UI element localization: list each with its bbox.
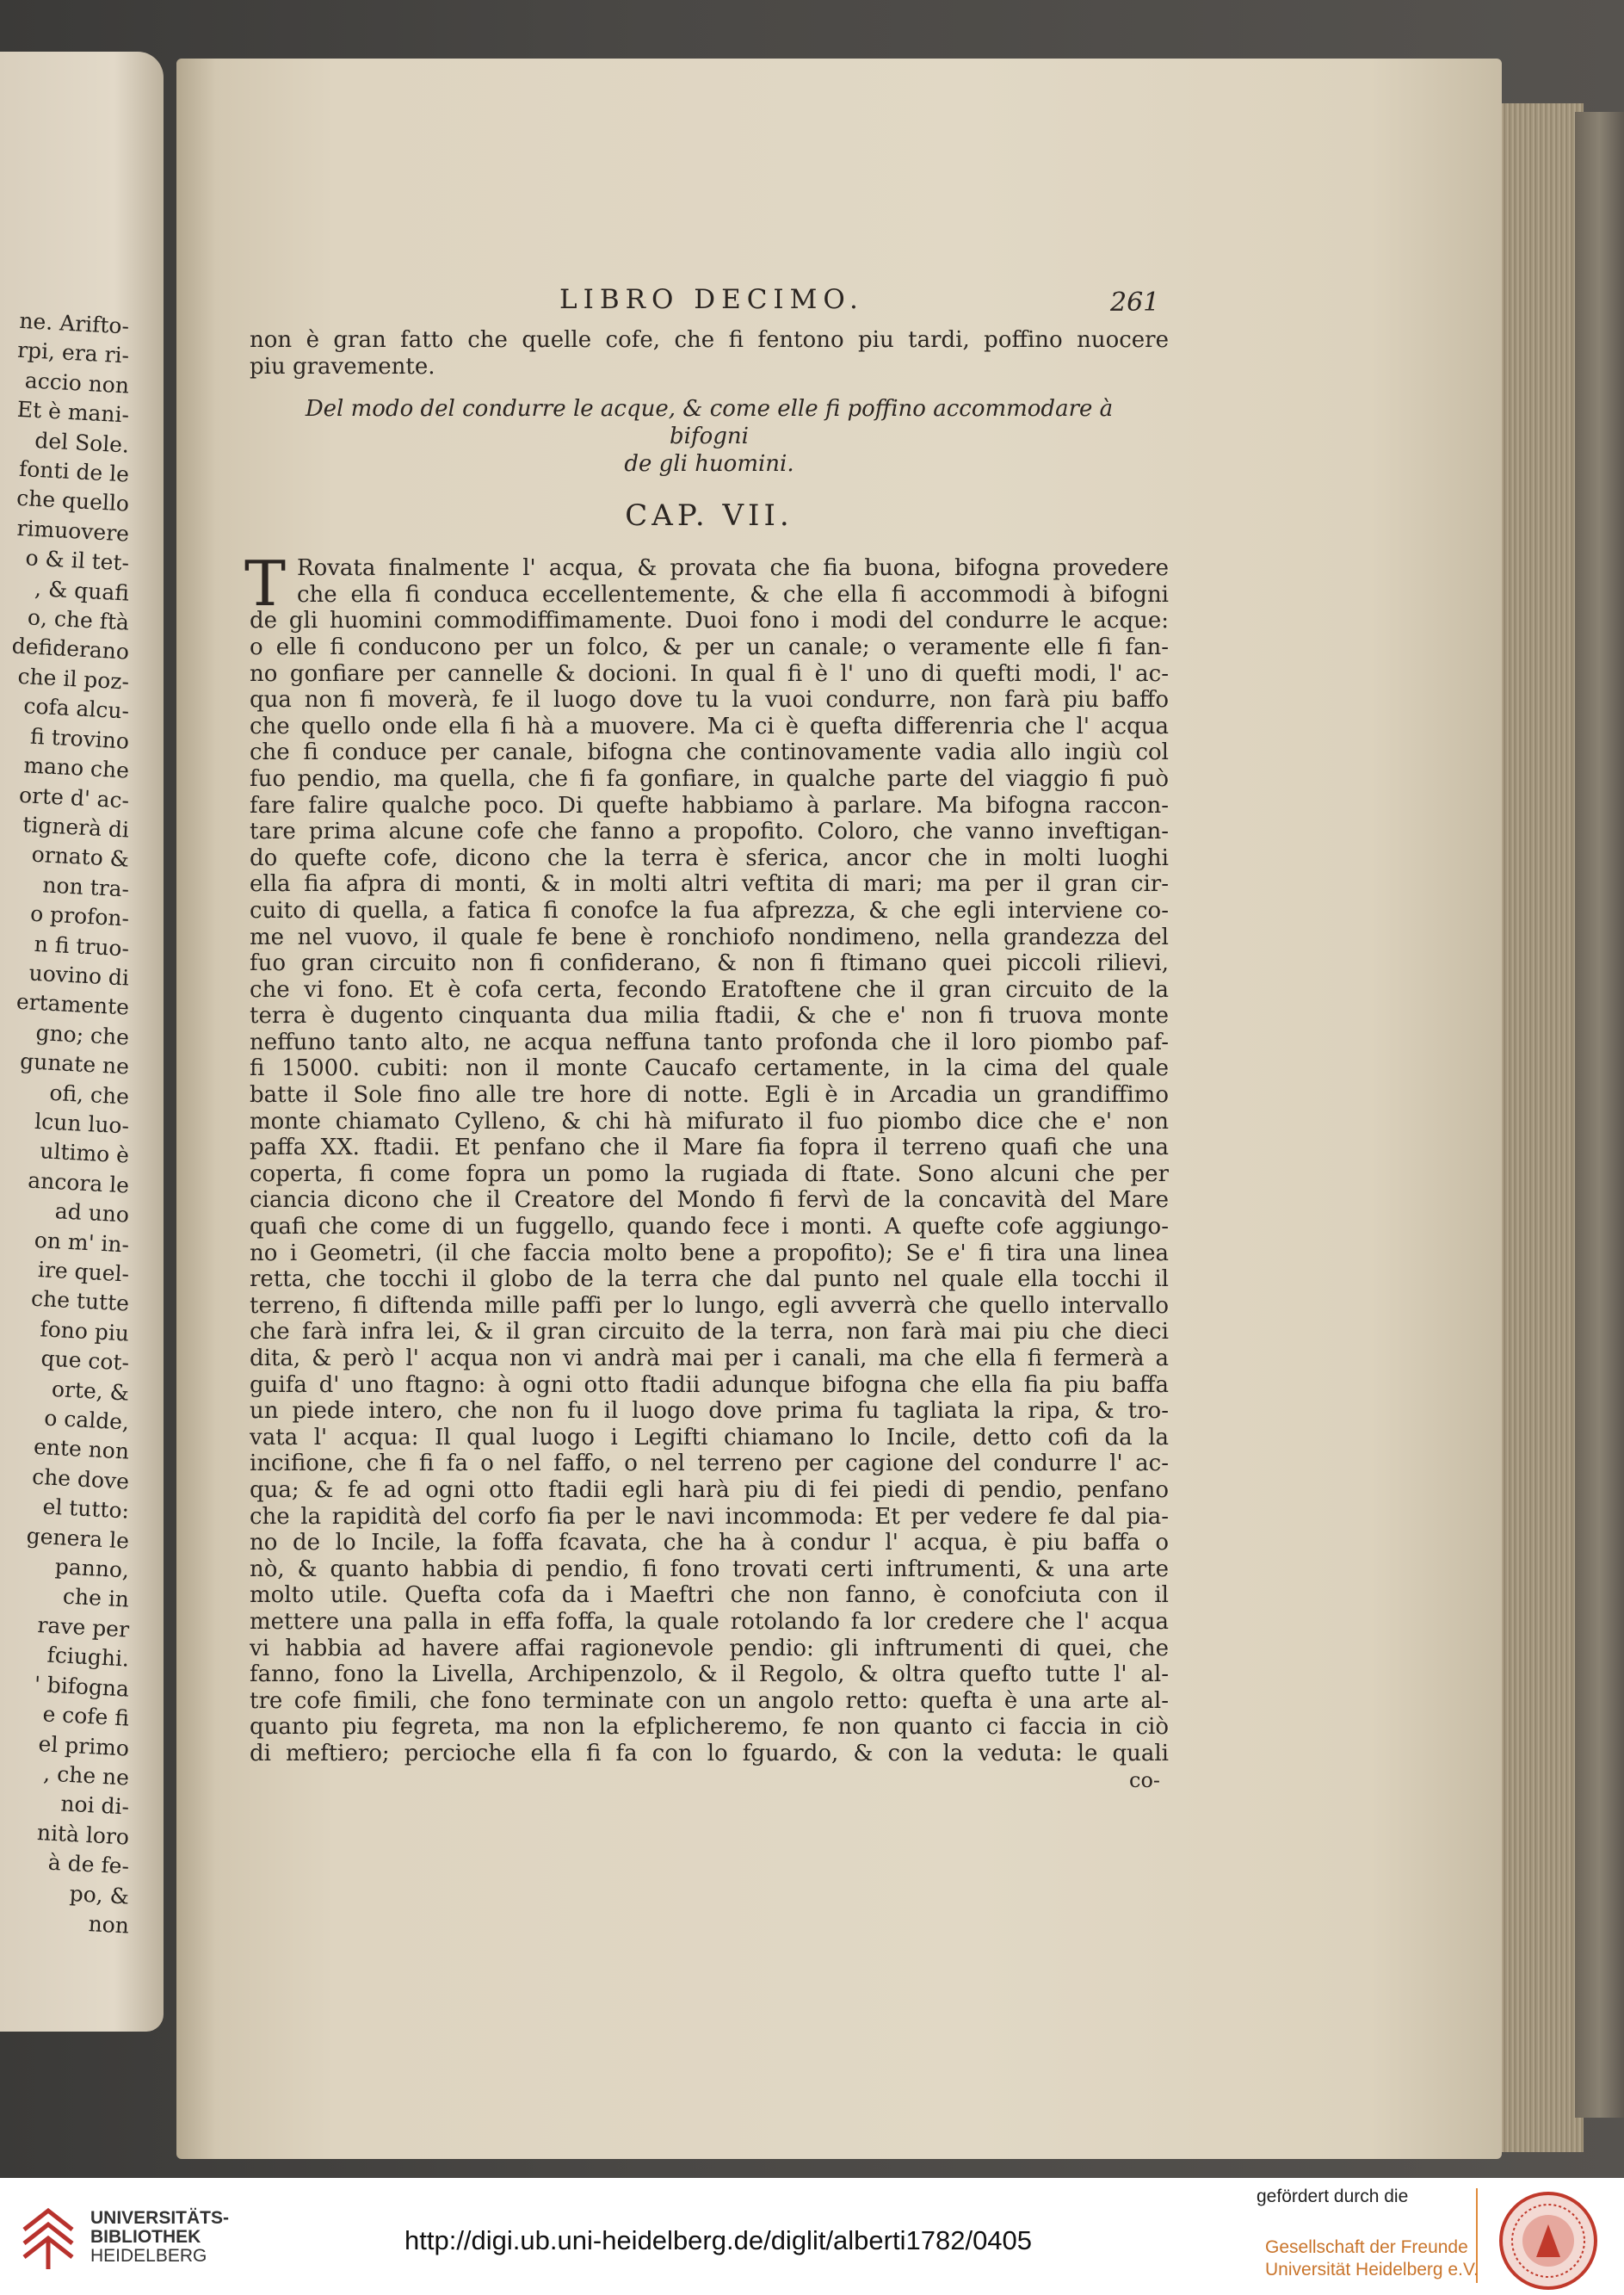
left-page-line: che il poz- bbox=[16, 663, 130, 695]
library-name: UNIVERSITÄTS- BIBLIOTHEK HEIDELBERG bbox=[90, 2208, 230, 2266]
left-page-text bbox=[0, 307, 164, 1939]
text-line: nò, & quanto habbia di pendio, fi fono trovati certi inftrumenti, & una arte bbox=[250, 1556, 1169, 1582]
text-line: un piede intero, che non fu il luogo dove prima fu tagliata la ripa, & tro- bbox=[250, 1398, 1169, 1425]
text-line: che vi fono. Et è cofa certa, fecondo Eratoftene che il gran circuito de la bbox=[250, 976, 1169, 1003]
page-header bbox=[250, 284, 1169, 327]
left-page-line: fi trovino bbox=[29, 723, 130, 754]
text-line: tare prima alcune cofe che fanno a propofito. Coloro, che vanno inveftigan- bbox=[250, 819, 1169, 845]
left-page-line: ornato & bbox=[31, 842, 130, 872]
left-page-line: orte d' ac- bbox=[18, 782, 130, 813]
source-url[interactable]: http://digi.ub.uni-heidelberg.de/diglit/alberti1782/0405 bbox=[404, 2225, 1033, 2255]
text-line: incifione, che fi fa o nel faffo, o nel terreno per cagione del condurre l' ac- bbox=[250, 1451, 1169, 1477]
left-page-line: che dove bbox=[31, 1463, 130, 1494]
text-line: do quefte cofe, dicono che la terra è sferica, ancor che in molti luoghi bbox=[250, 844, 1169, 871]
left-page-line: lcun luo- bbox=[34, 1108, 130, 1139]
text-line: Rovata finalmente l' acqua, & provata che fia buona, bifogna provedere bbox=[297, 555, 1169, 582]
footer-bar bbox=[0, 2178, 1624, 2295]
text-line: fi 15000. cubiti: non il monte Caucafo certamente, in la cima del quale bbox=[250, 1055, 1169, 1082]
text-line: tre cofe fimili, che fono terminate con un angolo retto: quefta è una arte al- bbox=[250, 1687, 1169, 1714]
left-page-line: n fi truo- bbox=[34, 931, 130, 962]
library-logo-icon bbox=[17, 2204, 79, 2273]
left-page-line: ente non bbox=[33, 1434, 130, 1465]
text-line: me nel vuovo, il quale fe bene è ronchiofo nondimeno, nella grandezza del bbox=[250, 924, 1169, 950]
left-page-line: non tra- bbox=[41, 872, 130, 902]
left-page bbox=[0, 52, 164, 2032]
left-page-line: panno, bbox=[54, 1554, 130, 1583]
funded-by-label: gefördert durch die bbox=[1257, 2187, 1409, 2206]
text-line: no gonfiare per cannelle & docioni. In qual fi è l' uno di quefti modi, l' ac- bbox=[250, 660, 1169, 687]
left-page-line: ' bifogna bbox=[34, 1671, 130, 1702]
left-page-line: Et è mani- bbox=[16, 397, 130, 428]
text-line: mettere una palla in effa foffa, la quale rotolando fa lor credere che l' acqua bbox=[250, 1608, 1169, 1635]
drop-cap: T bbox=[244, 547, 287, 621]
chapter-title: CAP. VII. bbox=[625, 498, 793, 534]
text-line: vi habbia ad havere affai ragionevole pendio: gli inftrumenti di quei, che bbox=[250, 1635, 1169, 1661]
text-line: retta, che tocchi il globo de la terra che dal punto nel quale ella tocchi il bbox=[250, 1266, 1169, 1293]
text-line: paffa XX. ftadii. Et penfano che il Mare fia fopra il terreno quafi che una bbox=[250, 1135, 1169, 1161]
text-line: fare falire qualche poco. Di quefte habbiamo à parlare. Ma bifogna raccon- bbox=[250, 792, 1169, 819]
left-page-line: que cot- bbox=[40, 1345, 130, 1376]
left-page-line: defiderano bbox=[11, 633, 130, 665]
left-page-line: tignerà di bbox=[22, 812, 130, 843]
text-line: neffuno tanto alto, ne acqua neffuna tanto profonda che il loro piombo paf- bbox=[250, 1029, 1169, 1055]
left-page-line: ne. Arifto- bbox=[18, 307, 130, 339]
running-head: LIBRO DECIMO. bbox=[559, 284, 864, 315]
left-page-line: ultimo è bbox=[39, 1138, 130, 1168]
university-seal-icon bbox=[1497, 2190, 1599, 2292]
left-page-line: del Sole. bbox=[34, 427, 130, 458]
left-page-line: , & quafi bbox=[34, 575, 130, 606]
left-page-line: e cofe fi bbox=[41, 1701, 130, 1731]
left-page-line: accio non bbox=[24, 368, 130, 399]
left-page-line: non bbox=[88, 1911, 130, 1939]
text-line: coperta, fi come fopra un pomo la rugiada di ftate. Sono alcuni che per bbox=[250, 1160, 1169, 1187]
left-page-line: rimuovere bbox=[15, 515, 130, 547]
left-page-line: o profon- bbox=[29, 900, 130, 931]
left-page-line: o, che ftà bbox=[27, 604, 130, 635]
text-line: di meftiero; percioche ella fi fa con lo fguardo, & con la veduta: le quali bbox=[250, 1740, 1169, 1766]
text-line: terra è dugento cinquanta dua milia ftadii, & che e' non fi truova monte bbox=[250, 1003, 1169, 1030]
left-page-line: el primo bbox=[37, 1730, 130, 1761]
text-line: che fi conduce per canale, bifogna che continovamente vadia allo ingiù col bbox=[250, 739, 1169, 766]
text-line: fuo gran circuito non fi confiderano, & non fi ftimano quei piccoli rilievi, bbox=[250, 950, 1169, 977]
text-line: che quello onde ella fi hà a muovere. Ma ci è quefta differenria che l' acqua bbox=[250, 713, 1169, 739]
text-line: monte chiamato Cylleno, & chi hà mifurato il fuo piombo dice che e' non bbox=[250, 1108, 1169, 1135]
heading-line: de gli huomini. bbox=[624, 451, 794, 478]
text-line: ella fia afpra di monti, & in molti altri veftita di mari; ma per il gran cir- bbox=[250, 871, 1169, 898]
left-page-line: ancora le bbox=[27, 1167, 130, 1198]
text-line: molto utile. Quefta cofa da i Maeftri che non fanno, è conofciuta con il bbox=[250, 1582, 1169, 1609]
society-name: Gesellschaft der Freunde Universität Heidelberg e.V. bbox=[1265, 2237, 1479, 2280]
left-page-line: nità loro bbox=[36, 1819, 130, 1850]
text-line: quanto piu fegreta, ma non la efplicheremo, fe non quanto ci faccia in ciò bbox=[250, 1714, 1169, 1741]
text-line: ciancia dicono che il Creatore del Mondo fi fervì de la concavità del Mare bbox=[250, 1187, 1169, 1214]
page-number: 261 bbox=[1110, 288, 1160, 318]
left-page-line: fonti de le bbox=[18, 455, 130, 487]
left-page-line: o & il tet- bbox=[24, 545, 130, 576]
text-line: vata l' acqua: Il qual luogo i Legifti chiamano lo Incile, detto cofi da la bbox=[250, 1424, 1169, 1451]
left-page-line: noi di- bbox=[59, 1791, 130, 1820]
left-page-line: gno; che bbox=[34, 1019, 130, 1050]
left-page-line: cofa alcu- bbox=[22, 693, 130, 724]
body-lines bbox=[250, 555, 1169, 1766]
left-page-line: ire quel- bbox=[37, 1257, 130, 1287]
left-page-line: , che ne bbox=[42, 1760, 130, 1791]
text-line: qua; & fe ad ogni otto ftadii egli harà piu di fei piedi di pendio, penfano bbox=[250, 1476, 1169, 1503]
catchword: co- bbox=[1129, 1767, 1160, 1792]
book-spine bbox=[1575, 112, 1624, 2118]
left-page-line: mano che bbox=[22, 752, 130, 783]
left-page-line: fciughi. bbox=[46, 1642, 130, 1672]
left-page-line: o calde, bbox=[43, 1405, 130, 1435]
text-line: che farà infra lei, & il gran circuito de la terra, non farà mai piu che dieci bbox=[250, 1319, 1169, 1345]
heading-line: Del modo del condurre le acque, & come elle fi poffino accommodare à bifogni bbox=[305, 396, 1114, 450]
text-line: fanno, fono la Livella, Archipenzolo, & il Regolo, & oltra quefto tutte l' al- bbox=[250, 1661, 1169, 1688]
left-page-line: ertamente bbox=[15, 989, 130, 1020]
text-line: o elle fi conducono per un folco, & per un canale; o veramente elle fi fan- bbox=[250, 634, 1169, 660]
left-page-line: orte, & bbox=[51, 1376, 130, 1406]
left-page-line: el tutto: bbox=[41, 1494, 130, 1524]
text-line: fuo pendio, ma quella, che fi fa gonfiare, in qualche parte del viaggio fi può bbox=[250, 765, 1169, 792]
left-page-line: fono piu bbox=[39, 1316, 130, 1346]
text-line: no de lo Incile, la foffa fcavata, che ha à condur l' acqua, è piu baffa o bbox=[250, 1530, 1169, 1556]
opening-lines bbox=[250, 327, 1169, 380]
text-line: che la rapidità del corfo fia per le navi incommoda: Et per vedere fe dal pia- bbox=[250, 1503, 1169, 1530]
left-page-line: ad uno bbox=[54, 1198, 130, 1228]
text-line: dita, & però l' acqua non vi andrà mai per i canali, ma che ella fi fermerà a bbox=[250, 1345, 1169, 1371]
text-line: de gli huomini commodiffimamente. Duoi fono i modi del condurre le acque: bbox=[250, 608, 1169, 634]
text-line: piu gravemente. bbox=[250, 353, 435, 380]
body-paragraph bbox=[244, 547, 1169, 1766]
text-line: no i Geometri, (il che faccia molto bene a propofito); Se e' fi tira una linea bbox=[250, 1240, 1169, 1266]
left-page-line: genera le bbox=[26, 1523, 130, 1554]
left-page-line: che in bbox=[62, 1584, 130, 1613]
text-line: cuito di quella, a fatica fi conofce la fua afprezza, & che egli interviene co- bbox=[250, 897, 1169, 924]
page-text bbox=[244, 284, 1169, 1793]
text-line: terreno, fi diftenda mille paffi per lo lungo, egli avverrà che quello intervallo bbox=[250, 1292, 1169, 1319]
text-line: che ella fi conduca eccellentemente, & che ella fi accommodi à bifogni bbox=[297, 581, 1169, 608]
left-page-line: uovino di bbox=[28, 960, 130, 991]
left-page-line: on m' in- bbox=[34, 1227, 130, 1258]
left-page-line: rave per bbox=[36, 1611, 130, 1642]
text-line: batte il Sole fino alle tre hore di notte. Egli è in Arcadia un grandiffimo bbox=[250, 1082, 1169, 1109]
text-line: guifa d' uno ftagno: à ogni otto ftadii adunque bifogna che ella fia piu baffa bbox=[250, 1371, 1169, 1398]
left-page-line: gunate ne bbox=[19, 1049, 130, 1079]
text-line: quafi che come di un fuggello, quando fece i monti. A quefte cofe aggiungo- bbox=[250, 1214, 1169, 1240]
text-line: qua non fi moverà, fe il luogo dove tu la vuoi condurre, non farà piu baffo bbox=[250, 687, 1169, 714]
left-page-line: à de fe- bbox=[47, 1849, 130, 1879]
left-page-line: rpi, era ri- bbox=[16, 337, 130, 369]
left-page-line: che quello bbox=[15, 486, 130, 517]
left-page-line: ofi, che bbox=[48, 1079, 130, 1110]
section-heading bbox=[250, 395, 1169, 478]
text-line: non è gran fatto che quelle cofe, che fi fentono piu tardi, poffino nuocere bbox=[250, 327, 1169, 353]
left-page-line: po, & bbox=[69, 1880, 130, 1909]
left-page-line: che tutte bbox=[30, 1286, 130, 1317]
